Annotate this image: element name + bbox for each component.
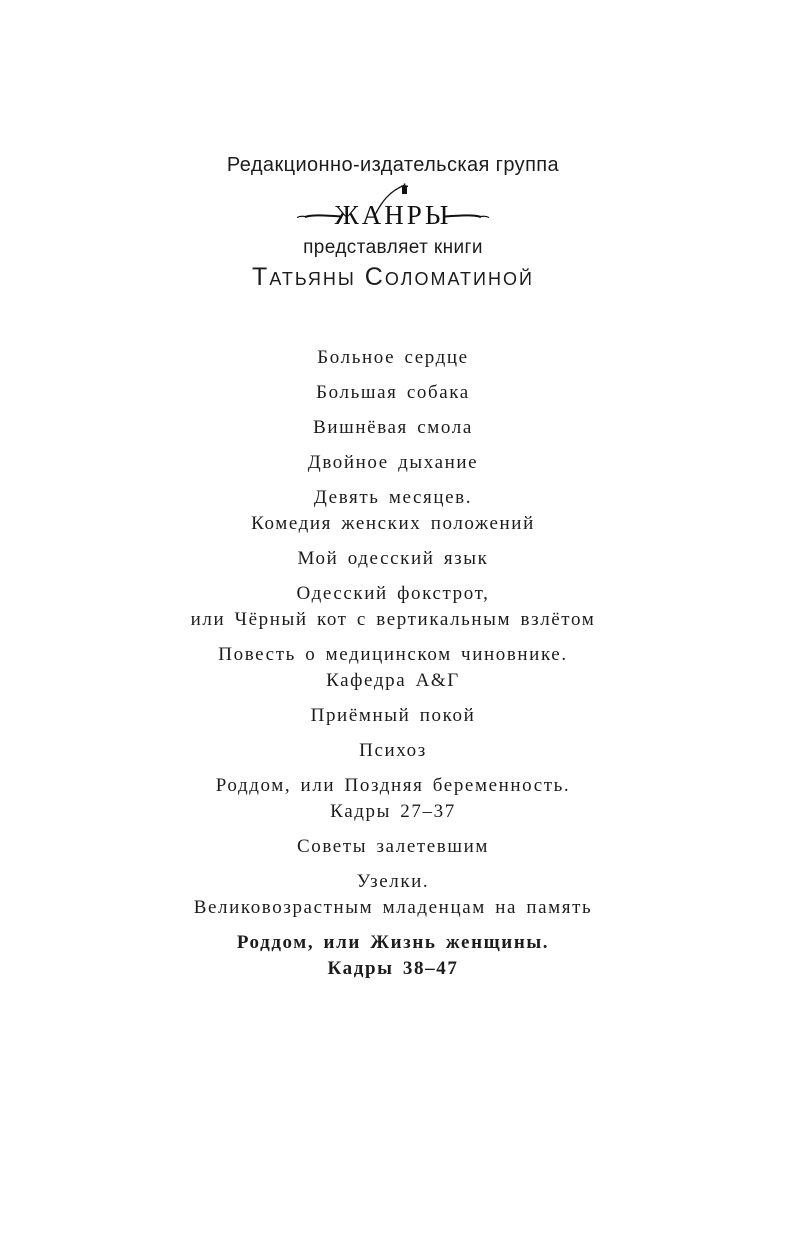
zhanry-logo-graphic <box>283 181 503 233</box>
book-entry <box>0 581 786 633</box>
book-title-line: Двойное дыхание <box>307 452 479 473</box>
book-subtitle-line: Кадры 38–47 <box>327 958 459 979</box>
book-title-line: Вишнёвая смола <box>313 417 473 438</box>
book-title-line: Больное сердце <box>317 347 469 368</box>
book-entry <box>0 834 786 860</box>
book-entry <box>0 773 786 825</box>
book-entry <box>0 415 786 441</box>
book-entry <box>0 345 786 371</box>
logo-lantern-icon <box>401 184 408 195</box>
book-entry <box>0 450 786 476</box>
book-entry <box>0 546 786 572</box>
book-subtitle-line: Кадры 27–37 <box>330 801 456 822</box>
book-entry <box>0 869 786 921</box>
book-title-line: Советы залетевшим <box>296 836 490 857</box>
book-entry <box>0 642 786 694</box>
book-title-line: Приёмный покой <box>310 705 476 726</box>
book-title-line: Повесть о медицинском чиновнике. <box>218 644 568 665</box>
logo-right-tail-icon <box>480 216 489 217</box>
book-title-line: Психоз <box>359 740 427 761</box>
book-title-line: Роддом, или Поздняя беременность. <box>215 775 571 796</box>
book-title-line: Девять месяцев. <box>313 487 473 508</box>
book-title-line: Узелки. <box>356 871 430 892</box>
book-entry <box>0 380 786 406</box>
book-subtitle-line: Комедия женских положений <box>251 513 535 534</box>
author-name: Татьяны Соломатиной <box>252 263 534 291</box>
book-subtitle-line: Великовозрастным младенцам на память <box>193 897 593 918</box>
book-entry <box>0 738 786 764</box>
book-subtitle-line: Кафедра А&Г <box>326 670 460 691</box>
presents-line: представляет книги <box>303 237 483 258</box>
book-subtitle-line: или Чёрный кот с вертикальным взлётом <box>190 609 596 630</box>
publisher-header <box>0 0 786 292</box>
logo-wordmark: ЖАНРЫ <box>334 200 452 230</box>
zhanry-logo <box>283 181 503 233</box>
book-title-line: Одесский фокстрот, <box>296 583 490 604</box>
book-entry-highlighted <box>0 930 786 982</box>
book-entry <box>0 485 786 537</box>
book-entry <box>0 703 786 729</box>
book-title-line: Мой одесский язык <box>297 548 489 569</box>
book-list <box>0 345 786 982</box>
book-title-line: Большая собака <box>316 382 470 403</box>
publisher-group-line: Редакционно-издательская группа <box>226 154 560 176</box>
logo-left-tail-icon <box>297 216 306 217</box>
book-title-line: Роддом, или Жизнь женщины. <box>236 932 550 953</box>
